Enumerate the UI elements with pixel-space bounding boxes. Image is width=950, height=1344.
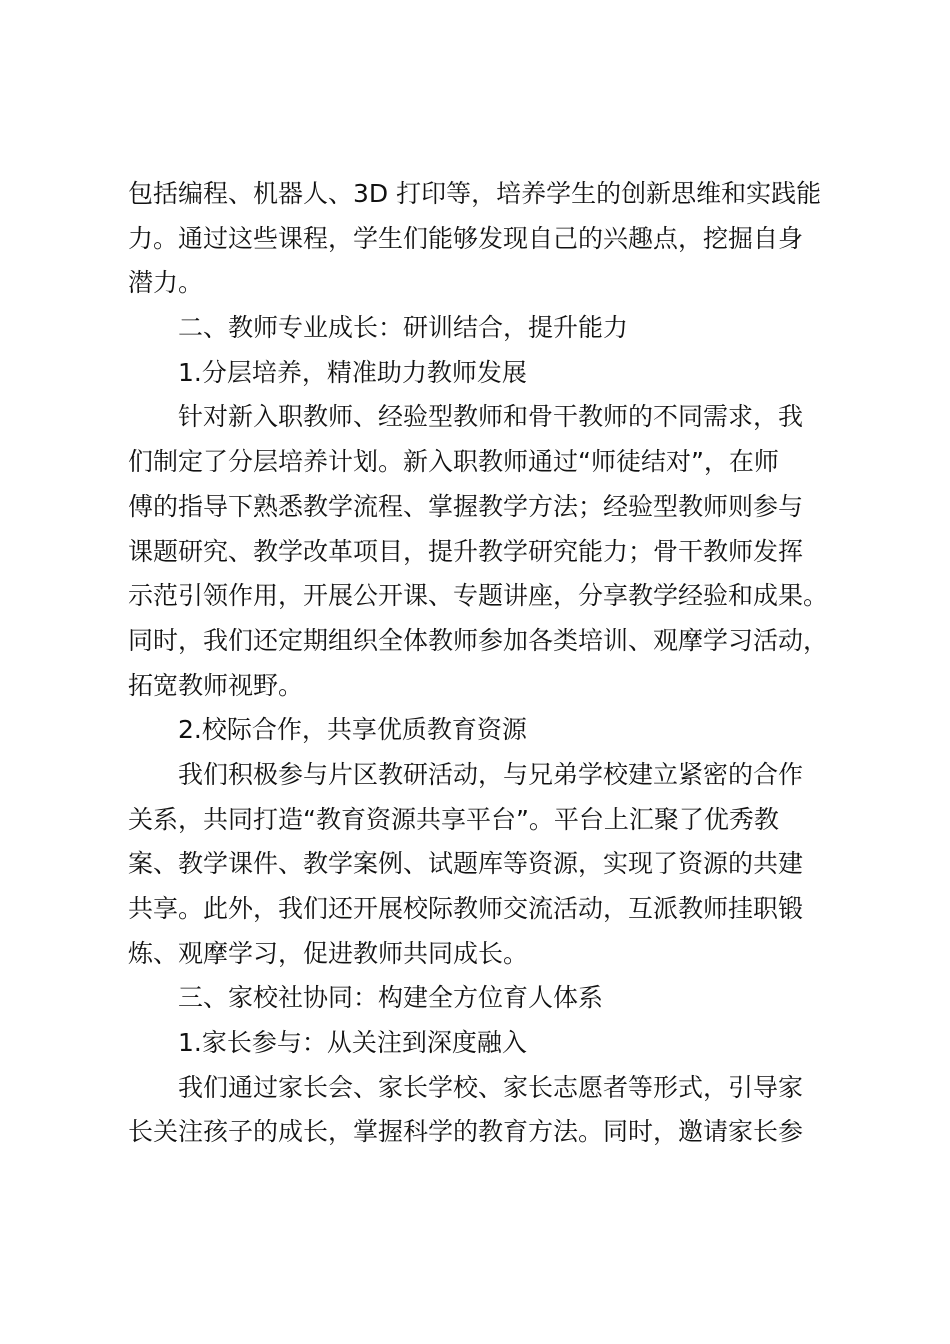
section-heading: 三、家校社协同：构建全方位育人体系: [178, 983, 604, 1013]
text-line: 炼、观摩学习，促进教师共同成长。: [128, 938, 529, 968]
text-line: 长关注孩子的成长，掌握科学的教育方法。同时，邀请家长参: [128, 1117, 804, 1147]
subsection-heading: 1.分层培养，精准助力教师发展: [178, 357, 527, 387]
text-line: 我们积极参与片区教研活动，与兄弟学校建立紧密的合作: [178, 759, 804, 789]
text-line: 们制定了分层培养计划。新入职教师通过“师徒结对”，在师: [128, 447, 779, 477]
text-line: 共享。此外，我们还开展校际教师交流活动，互派教师挂职锻: [128, 894, 804, 923]
section-heading: 二、教师专业成长：研训结合，提升能力: [178, 313, 629, 343]
text-line: 力。通过这些课程，学生们能够发现自己的兴趣点，挖掘自身: [128, 223, 804, 253]
text-line: 包括编程、机器人、3D 打印等，培养学生的创新思维和实践能: [128, 179, 822, 208]
text-line: 我们通过家长会、家长学校、家长志愿者等形式，引导家: [178, 1072, 804, 1102]
text-line: 傅的指导下熟悉教学流程、掌握教学方法；经验型教师则参与: [128, 491, 804, 521]
text-line: 潜力。: [128, 268, 204, 298]
document-body: [128, 172, 828, 1155]
text-line: 拓宽教师视野。: [128, 670, 304, 700]
text-line: 案、教学课件、教学案例、试题库等资源，实现了资源的共建: [128, 849, 804, 879]
subsection-heading: 2.校际合作，共享优质教育资源: [178, 715, 527, 745]
subsection-heading: 1.家长参与：从关注到深度融入: [178, 1028, 527, 1058]
text-line: 针对新入职教师、经验型教师和骨干教师的不同需求，我: [178, 402, 804, 432]
text-line: 课题研究、教学改革项目，提升教学研究能力；骨干教师发挥: [128, 536, 804, 566]
text-line: 关系，共同打造“教育资源共享平台”。平台上汇聚了优秀教: [128, 804, 779, 834]
text-line: 同时，我们还定期组织全体教师参加各类培训、观摩学习活动，: [128, 625, 829, 655]
text-line: 示范引领作用，开展公开课、专题讲座，分享教学经验和成果。: [128, 581, 829, 611]
